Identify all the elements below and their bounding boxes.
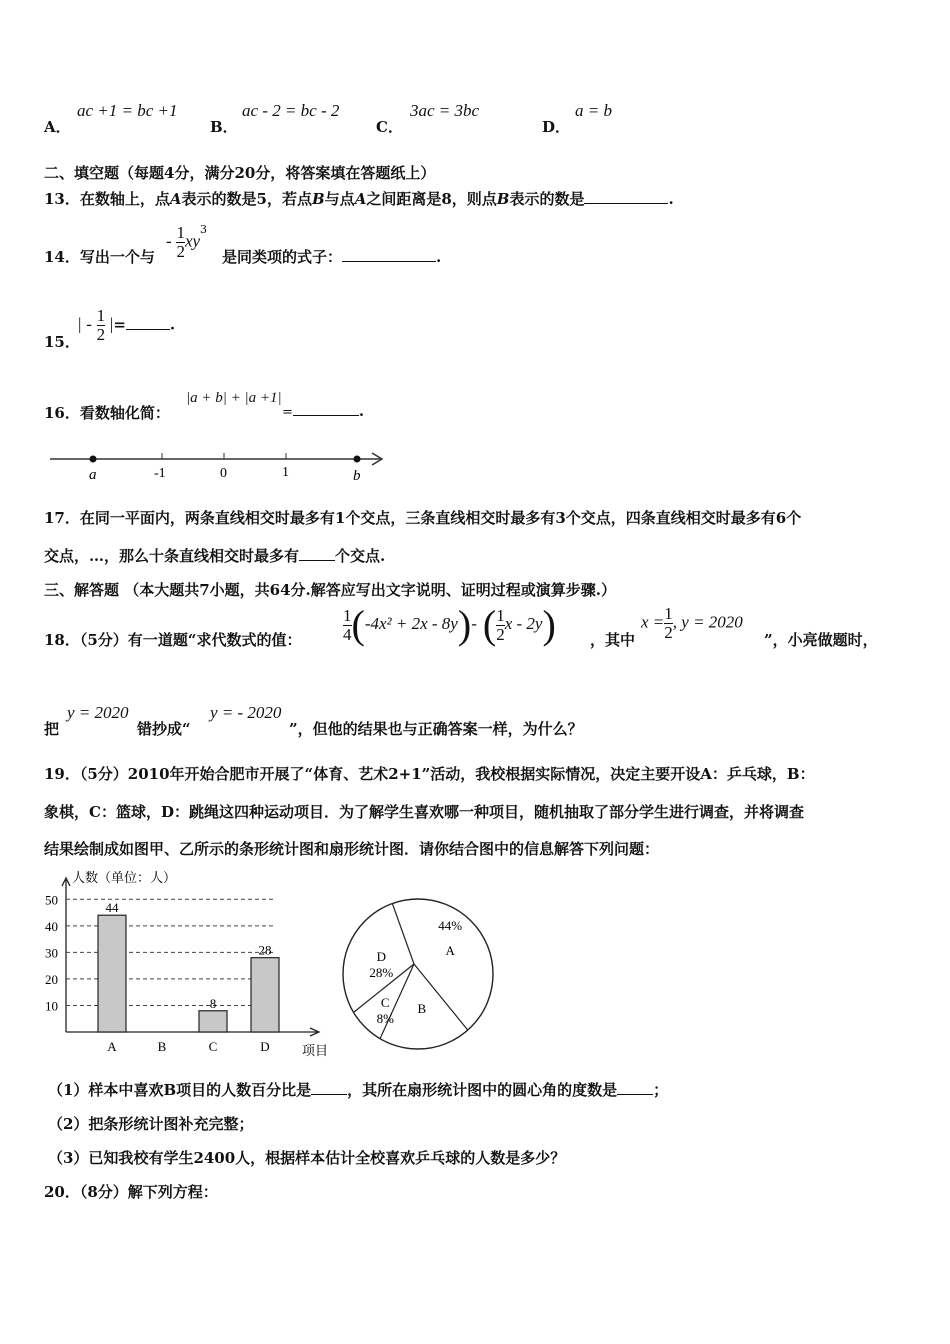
bar-chart-bars	[98, 915, 279, 1032]
question-17-line2	[44, 545, 385, 566]
bar-value-label: 28	[258, 942, 272, 958]
condition-y: , y = 2020	[672, 612, 743, 632]
section-solve-heading: 三、解答题 （本大题共7小题，共64分.解答应写出文字说明、证明过程或演算步骤.）	[44, 581, 616, 599]
abs-bar: |	[109, 314, 114, 334]
number-line	[44, 446, 394, 486]
numerator: 1	[96, 306, 106, 325]
pie-slice-label: B	[417, 1000, 427, 1016]
numberline-label-b: b	[353, 468, 361, 484]
q16-text: 看数轴化简：	[79, 404, 170, 422]
q13-text: 之间距离是8，则点	[366, 190, 497, 208]
q14-end: .	[436, 248, 442, 266]
q18-expression	[343, 602, 556, 647]
pie-slice-percent: 8%	[376, 1010, 394, 1026]
answer-blank[interactable]	[311, 1093, 347, 1095]
x-tick-label: A	[107, 1039, 117, 1054]
question-13	[44, 188, 674, 209]
fraction	[176, 224, 185, 261]
q18-y-wrong: y = - 2020	[210, 703, 282, 722]
q19-sub1	[48, 1079, 668, 1100]
minus-sign: -	[166, 231, 172, 251]
q14-term	[166, 224, 207, 261]
q13-end: .	[668, 190, 674, 208]
q13-number: 13．	[44, 190, 80, 208]
answer-blank[interactable]	[617, 1093, 653, 1095]
y-tick-label: 40	[45, 918, 58, 934]
point-a: A	[169, 190, 182, 208]
q15-abs-expr	[78, 307, 175, 344]
question-15	[44, 331, 80, 352]
right-paren: )	[542, 602, 556, 647]
y-tick-label: 20	[45, 971, 58, 987]
numberline-label-1: 1	[282, 465, 289, 480]
pie-chart	[338, 894, 500, 1056]
abs-bar: |	[78, 314, 82, 334]
equals-sign: =	[282, 405, 293, 420]
q12-option-a	[44, 116, 71, 137]
denominator: 4	[343, 624, 352, 644]
question-14	[44, 246, 155, 267]
answer-blank[interactable]	[126, 328, 170, 330]
pie-slice-label: C	[380, 994, 390, 1010]
q18-where: ，其中	[590, 631, 636, 649]
inner-expression: -4x² + 2x - 8y	[364, 614, 458, 633]
q18-number: 18．	[44, 631, 80, 649]
x-tick-label: B	[157, 1039, 167, 1054]
q14-text: 写出一个与	[79, 248, 155, 266]
q17-text: 个交点.	[335, 547, 386, 565]
q18-text: 错抄成“	[137, 720, 191, 738]
point-b: B	[496, 190, 510, 208]
denominator: 2	[664, 623, 673, 642]
q12-option-d	[542, 116, 570, 137]
q12-option-d-expr: a = b	[575, 101, 612, 120]
q16-answer	[282, 402, 364, 420]
answer-blank[interactable]	[299, 559, 335, 561]
pie-outline	[343, 899, 493, 1049]
numberline-label-neg1: -1	[154, 466, 166, 481]
minus-sign: -	[86, 314, 92, 334]
question-19-line1: 19．（5分）2010年开始合肥市开展了“体育、艺术2+1”活动，我校根据实际情况，决定主要开设A：乒乓球，B：	[44, 765, 815, 783]
y-axis-title: 人数（单位：人）	[72, 870, 177, 885]
pie-chart-slices	[343, 899, 493, 1049]
fraction	[97, 307, 106, 344]
numerator: 1	[664, 604, 673, 623]
q19-sub2: （2）把条形统计图补充完整；	[48, 1115, 254, 1133]
bar-chart-labels	[45, 870, 328, 1058]
point-b-dot	[354, 456, 361, 463]
point-b: B	[311, 190, 325, 208]
answer-blank[interactable]	[293, 414, 359, 416]
q14-number: 14．	[44, 248, 80, 266]
numberline-label-0: 0	[220, 466, 227, 481]
q16-end: .	[358, 402, 365, 420]
q16-number: 16．	[44, 404, 80, 422]
variable-term: xy	[184, 231, 201, 251]
q13-text: 表示的数是	[509, 190, 585, 208]
x-tick-label: C	[208, 1039, 218, 1054]
q18-conditions	[641, 605, 743, 642]
left-paren: (	[482, 602, 497, 647]
q14-text: 是同类项的式子：	[222, 248, 343, 266]
q12-option-b-expr: ac - 2 = bc - 2	[242, 101, 340, 120]
q13-text: 表示的数是5，若点	[181, 190, 312, 208]
pie-slice-label: A	[445, 942, 455, 958]
option-letter: D．	[542, 118, 571, 136]
x-tick-label: D	[260, 1039, 270, 1054]
equals-sign: =	[113, 315, 126, 334]
right-paren: )	[457, 602, 472, 647]
q12-option-c-expr: 3ac = 3bc	[410, 101, 480, 120]
q18-text: ”，但他的结果也与正确答案一样，为什么？	[289, 720, 583, 738]
y-tick-label: 50	[45, 892, 58, 908]
numerator: 1	[343, 605, 352, 625]
bar-C	[199, 1011, 227, 1032]
y-tick-label: 10	[45, 998, 58, 1014]
option-letter: B．	[210, 118, 238, 136]
numerator: 1	[496, 605, 505, 625]
q18-text: （5分）有一道题“求代数式的值：	[79, 631, 302, 649]
q18-line2	[44, 718, 59, 739]
option-letter: A．	[44, 118, 71, 136]
question-14-rest	[222, 246, 441, 267]
minus-sign: -	[471, 614, 477, 633]
q16-expression: |a + b| + |a +1|	[186, 390, 282, 406]
q19-sub1-text: （1）样本中喜欢B项目的人数百分比是	[48, 1081, 312, 1099]
denominator: 2	[96, 325, 106, 344]
left-paren: (	[351, 602, 365, 647]
numerator: 1	[176, 223, 185, 242]
y-tick-label: 30	[45, 945, 58, 961]
q19-sub1-text: ，其所在扇形统计图中的圆心角的度数是	[347, 1081, 618, 1099]
denominator: 2	[176, 242, 185, 261]
fraction	[343, 607, 352, 644]
pie-slice-percent: 44%	[438, 917, 463, 933]
q13-text: 与点	[324, 190, 355, 208]
q13-text: 在数轴上，点	[79, 190, 170, 208]
numberline-label-a: a	[89, 467, 97, 483]
q12-option-a-expr: ac +1 = bc +1	[77, 101, 178, 120]
question-17-line1: 17．在同一平面内，两条直线相交时最多有1个交点，三条直线相交时最多有3个交点，四条直线相交时最多有6个	[44, 509, 802, 527]
q15-end: .	[169, 315, 176, 334]
q12-option-c	[376, 116, 403, 137]
q19-sub1-text: ；	[653, 1081, 669, 1099]
bar-value-label: 8	[209, 995, 217, 1011]
question-18-intro	[44, 629, 301, 650]
answer-blank[interactable]	[342, 260, 436, 262]
inner-expression: x - 2y	[504, 614, 543, 633]
option-letter: C．	[376, 118, 403, 136]
bar-A	[98, 915, 126, 1032]
point-a: A	[354, 190, 367, 208]
q18-text-end: ”，小亮做题时，	[764, 631, 878, 649]
bar-D	[251, 958, 279, 1032]
question-19-line3: 结果绘制成如图甲、乙所示的条形统计图和扇形统计图．请你结合图中的信息解答下列问题：	[44, 840, 660, 858]
q15-number: 15．	[44, 333, 80, 351]
x-axis-title: 项目	[302, 1043, 329, 1058]
bar-chart	[40, 866, 340, 1058]
point-a-dot	[90, 456, 97, 463]
denominator: 2	[496, 624, 505, 644]
question-20: 20．（8分）解下列方程：	[44, 1183, 218, 1201]
q17-text: 交点，…，那么十条直线相交时最多有	[44, 547, 300, 565]
bar-value-label: 44	[105, 900, 119, 916]
section-fill-in-heading: 二、填空题（每题4分，满分20分，将答案填在答题纸上）	[44, 164, 436, 182]
exponent: 3	[200, 222, 208, 236]
fraction	[496, 607, 505, 644]
q18-y-correct: y = 2020	[67, 703, 129, 722]
q19-sub3: （3）已知我校有学生2400人，根据样本估计全校喜欢乒乓球的人数是多少？	[48, 1149, 566, 1167]
pie-slice-percent: 28%	[369, 964, 394, 980]
question-19-line2: 象棋，C：篮球，D：跳绳这四种运动项目．为了解学生喜欢哪一种项目，随机抽取了部分学生进行调查，并将调查	[44, 803, 804, 821]
q12-option-b	[210, 116, 238, 137]
fraction	[664, 605, 673, 642]
pie-slice-label: D	[376, 948, 386, 964]
q18-text: 把	[44, 720, 60, 738]
question-16	[44, 402, 170, 423]
condition-x: x =	[641, 612, 665, 632]
answer-blank[interactable]	[584, 202, 668, 204]
